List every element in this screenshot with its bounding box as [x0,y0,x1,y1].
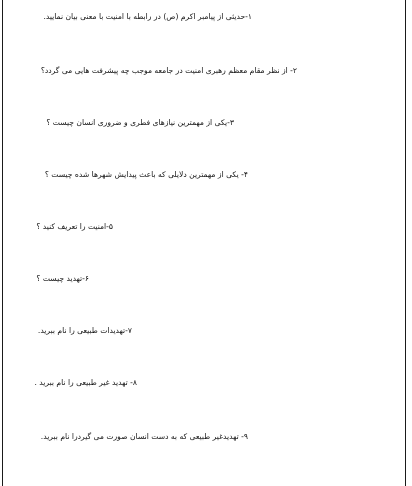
question-9: ۹- تهدیدغیر طبیعی که به دست انسان صورت می گیردرا نام ببرید. [40,432,248,441]
question-1: ۱-حدیثی از پیامبر اکرم (ص) در رابطه با امنیت با معنی بیان نمایید. [43,12,252,21]
worksheet-page [2,0,406,486]
question-2: ۲- از نظر مقام معظم رهبری امنیت در جامعه موجب چه پیشرفت هایی می گردد؟ [40,66,297,75]
question-5: ۵-امنیت را تعریف کنید ؟ [36,222,113,231]
question-4: ۴- یکی از مهمترین دلایلی که باعث پیدایش شهرها شده چیست ؟ [44,170,248,179]
question-7: ۷-تهدیدات طبیعی را نام ببرید. [37,326,132,335]
question-6: ۶-تهدید چیست ؟ [36,274,89,283]
question-3: ۳-یکی از مهمترین نیازهای فطری و ضروری انسان چیست ؟ [46,118,234,127]
question-8: ۸- تهدید غیر طبیعی را نام ببرید . [34,378,137,387]
